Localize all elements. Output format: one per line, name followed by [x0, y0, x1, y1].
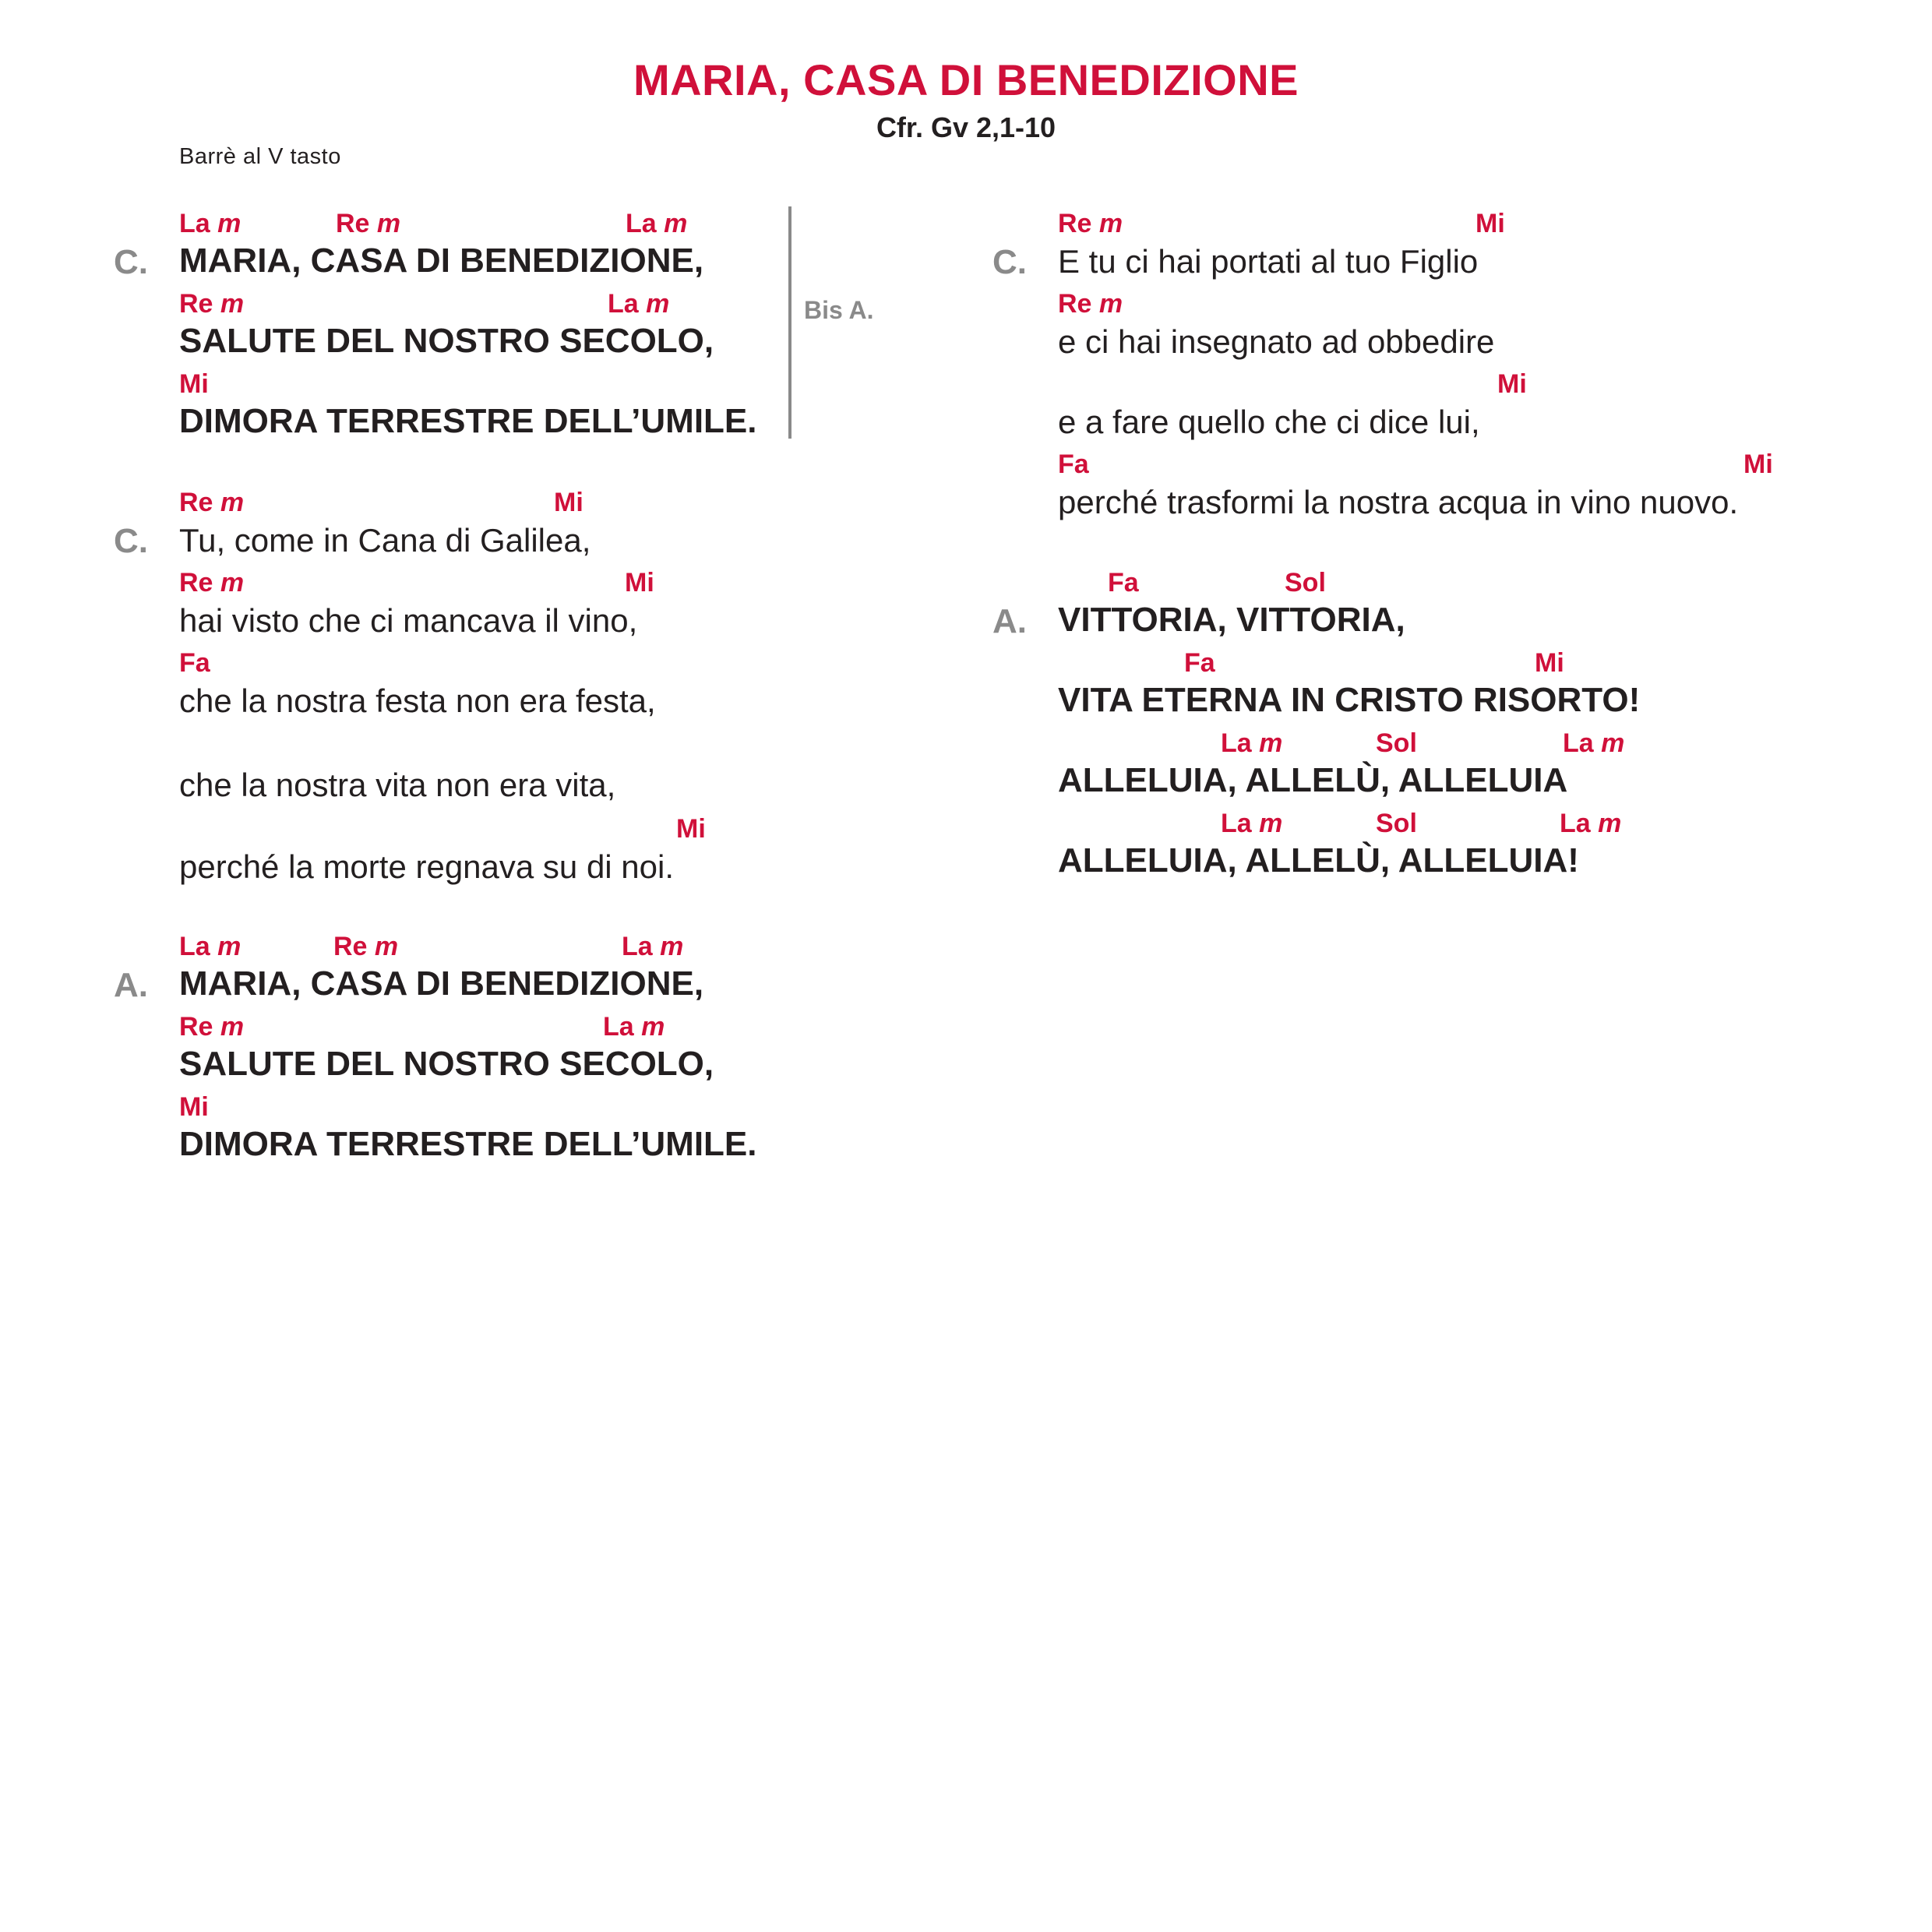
chord: Sol	[1376, 728, 1417, 758]
lyric-line: perché la morte regnava su di noi.	[179, 848, 675, 885]
song-title: MARIA, CASA DI BENEDIZIONE	[633, 55, 1299, 104]
scripture-reference: Cfr. Gv 2,1-10	[876, 111, 1056, 143]
lyric-line: che la nostra festa non era festa,	[179, 682, 656, 719]
chord: Re m	[336, 209, 401, 238]
chord: La m	[1221, 728, 1283, 758]
lyric-line: SALUTE DEL NOSTRO SECOLO,	[179, 1045, 714, 1083]
lyric-line: perché trasformi la nostra acqua in vino nuovo.	[1058, 484, 1739, 520]
chord: La m	[179, 932, 242, 961]
lyric-line: e ci hai insegnato ad obbedire	[1058, 323, 1495, 360]
chord: Re m	[179, 488, 245, 517]
chord: Mi	[1743, 450, 1773, 479]
chord: Sol	[1376, 809, 1417, 838]
chord: Fa	[1108, 568, 1139, 598]
chord: La m	[1221, 809, 1283, 838]
chord: Sol	[1285, 568, 1326, 598]
chord: La m	[626, 209, 688, 238]
chord: La m	[603, 1012, 665, 1042]
chord: La m	[179, 209, 242, 238]
lyric-line: VITTORIA, VITTORIA,	[1058, 601, 1405, 639]
chord: Mi	[554, 488, 583, 517]
lyric-line: DIMORA TERRESTRE DELL’UMILE.	[179, 402, 757, 440]
chord: La m	[622, 932, 684, 961]
lyric-line: ALLELUIA, ALLELÙ, ALLELUIA	[1058, 761, 1568, 799]
verse-role: C.	[114, 243, 148, 281]
chord: Re m	[1058, 209, 1123, 238]
chord: Re m	[179, 289, 245, 319]
chord: Mi	[1475, 209, 1505, 238]
repeat-bracket	[788, 206, 791, 439]
chord: Mi	[625, 568, 654, 598]
chord: Fa	[1058, 450, 1089, 479]
chord: La m	[1563, 728, 1625, 758]
chord: La m	[608, 289, 670, 319]
verse-role: C.	[992, 243, 1027, 281]
verse-role: C.	[114, 522, 148, 560]
lyric-line: Tu, come in Cana di Galilea,	[179, 522, 591, 559]
chord: Re m	[333, 932, 399, 961]
lyric-line: e a fare quello che ci dice lui,	[1058, 404, 1480, 440]
lyric-line: MARIA, CASA DI BENEDIZIONE,	[179, 242, 704, 280]
chord: La m	[1560, 809, 1622, 838]
chord: Mi	[676, 814, 706, 844]
chord: Fa	[1184, 648, 1215, 678]
lyric-line: DIMORA TERRESTRE DELL’UMILE.	[179, 1125, 757, 1163]
chord: Re m	[1058, 289, 1123, 319]
chord: Mi	[1497, 369, 1527, 399]
chord: Mi	[179, 369, 209, 399]
lyric-line: che la nostra vita non era vita,	[179, 767, 616, 803]
chord: Mi	[1535, 648, 1564, 678]
chord: Re m	[179, 568, 245, 598]
repeat-label: Bis A.	[804, 296, 874, 324]
chord: Fa	[179, 648, 210, 678]
lyric-line: SALUTE DEL NOSTRO SECOLO,	[179, 322, 714, 360]
lyric-line: VITA ETERNA IN CRISTO RISORTO!	[1058, 681, 1641, 719]
lyric-line: E tu ci hai portati al tuo Figlio	[1058, 243, 1479, 280]
verse-role: A.	[114, 966, 148, 1004]
verse-role: A.	[992, 602, 1027, 640]
chord: Re m	[179, 1012, 245, 1042]
lyric-line: MARIA, CASA DI BENEDIZIONE,	[179, 964, 704, 1003]
capo-note: Barrè al V tasto	[179, 144, 341, 169]
lyric-line: ALLELUIA, ALLELÙ, ALLELUIA!	[1058, 841, 1579, 880]
chord: Mi	[179, 1092, 209, 1122]
lyric-line: hai visto che ci mancava il vino,	[179, 602, 638, 639]
